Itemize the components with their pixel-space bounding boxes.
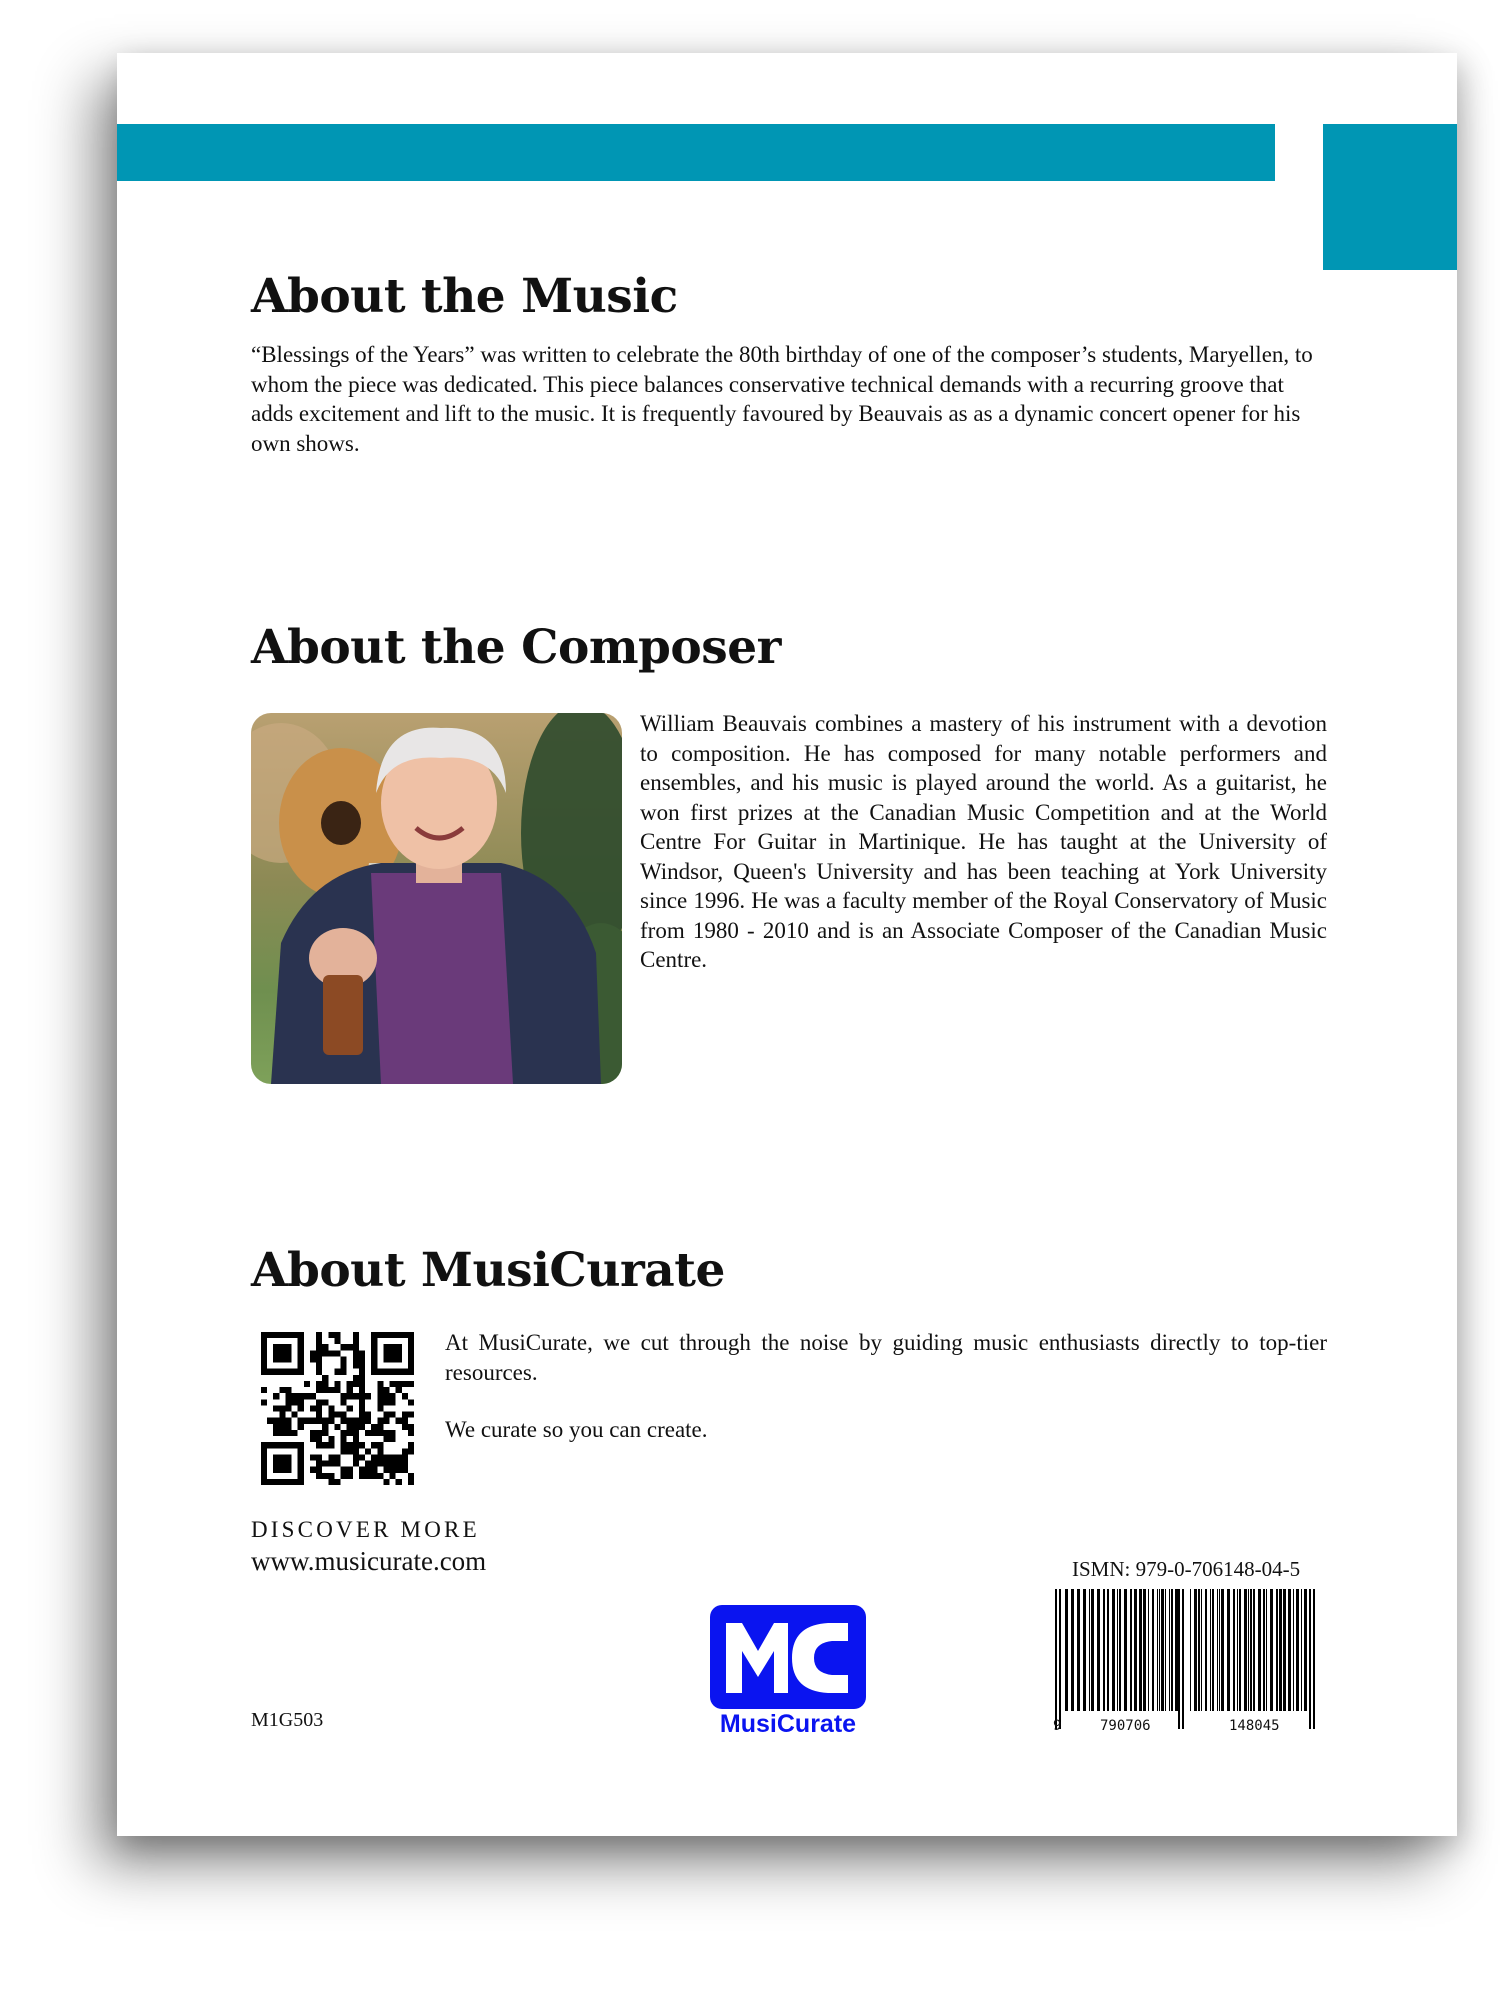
- about-composer-heading: About the Composer: [251, 620, 781, 675]
- ismn-number: ISMN: 979-0-706148-04-5: [1072, 1557, 1301, 1581]
- barcode: [1037, 1589, 1327, 1739]
- about-music-paragraph: “Blessings of the Years” was written to celebrate the 80th birthday of one of the composer’s students, Maryellen, to whom the piece was dedicated. This piece balances conservative technical demands with a recurring groove that adds excitement and lift to the music. It is frequently favoured by Beauvais as as a dynamic concert opener for his own shows.: [251, 342, 1313, 456]
- about-music-heading: About the Music: [251, 269, 678, 324]
- barcode-left-digits: 790706: [1100, 1718, 1151, 1734]
- musicurate-tagline: We curate so you can create.: [445, 1417, 708, 1442]
- back-cover-page: [117, 53, 1457, 1836]
- composer-photo: [251, 713, 622, 1084]
- website-link[interactable]: www.musicurate.com: [251, 1546, 487, 1576]
- about-musicurate-heading: About MusiCurate: [251, 1243, 725, 1298]
- accent-bar: [117, 124, 1275, 181]
- catalog-code: M1G503: [251, 1709, 324, 1731]
- composer-bio: William Beauvais combines a mastery of his instrument with a devotion to composition. He has composed for many notable performers and ensembles, and his music is played around the world. As a guitarist, he won first prizes at the Canadian Music Competition and at the World Centre For Guitar in Martinique. He has taught at the University of Windsor, Queen's University and has been teaching at York University since 1996. He was a faculty member of the Royal Conservatory of Music from 1980 - 2010 and is an Associate Composer of the Canadian Music Centre.: [640, 711, 1327, 972]
- qr-code[interactable]: [261, 1332, 414, 1485]
- discover-more-label: DISCOVER MORE: [251, 1517, 480, 1542]
- musicurate-description: At MusiCurate, we cut through the noise by guiding music enthusiasts directly to top-tier resources.: [445, 1330, 1327, 1385]
- barcode-right-digits: 148045: [1229, 1718, 1280, 1734]
- logo-wordmark: MusiCurate: [719, 1710, 857, 1738]
- accent-square: [1323, 124, 1457, 270]
- barcode-lead-digit: 9: [1053, 1718, 1062, 1734]
